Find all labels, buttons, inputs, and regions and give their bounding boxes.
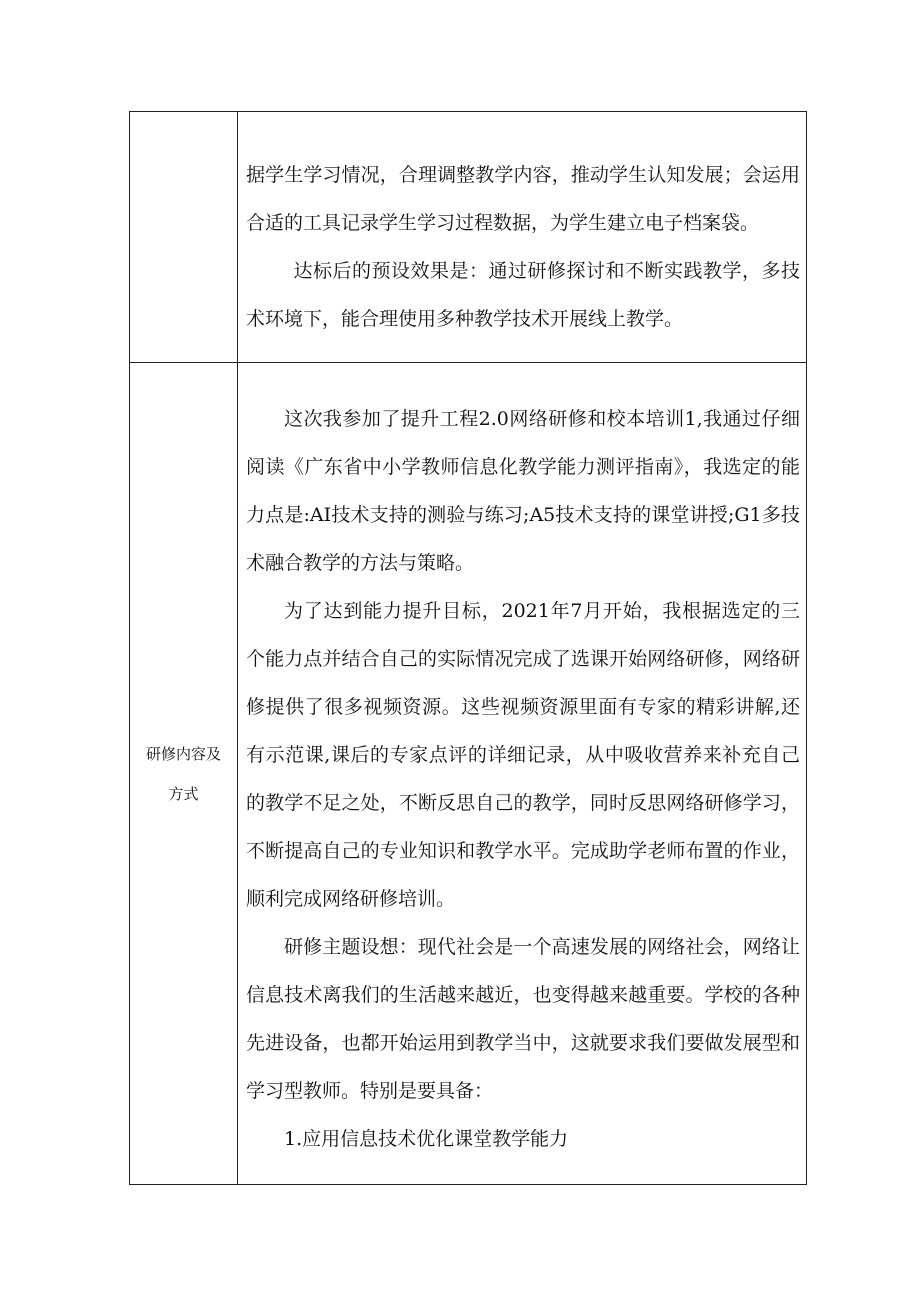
paragraph: 据学生学习情况，合理调整教学内容，推动学生认知发展；会运用合适的工具记录学生学习过程数据，为学生建立电子档案袋。 xyxy=(246,164,800,234)
document-table xyxy=(129,111,807,1185)
table-row xyxy=(130,112,807,363)
paragraph: 研修主题设想：现代社会是一个高速发展的网络社会，网络让信息技术离我们的生活越来越近，也变得越来越重要。学校的各种先进设备，也都开始运用到教学当中，这就要求我们要做发展型和学习型教师。特别是要具备： xyxy=(246,936,800,1102)
paragraph: 达标后的预设效果是：通过研修探讨和不断实践教学，多技术环境下，能合理使用多种教学技术开展线上教学。 xyxy=(246,260,800,330)
row-label-line2: 方式 xyxy=(168,784,199,803)
row-label-cell xyxy=(130,363,238,1185)
row-label-cell xyxy=(130,112,238,363)
paragraph: 为了达到能力提升目标，2021年7月开始，我根据选定的三个能力点并结合自己的实际情况完成了选课开始网络研修，网络研修提供了很多视频资源。这些视频资源里面有专家的精彩讲解,还有示范课,课后的专家点评的详细记录，从中吸收营养来补充自己的教学不足之处，不断反思自己的教学，同时反思网络研修学习，不断提高自己的专业知识和教学水平。完成助学老师布置的作业，顺利完成网络研修培训。 xyxy=(246,600,800,910)
row-content-cell xyxy=(238,112,807,363)
row-content-cell xyxy=(238,363,807,1185)
row-label-line1: 研修内容及 xyxy=(145,744,221,763)
table-row xyxy=(130,363,807,1185)
paragraph: 1.应用信息技术优化课堂教学能力 xyxy=(284,1128,569,1150)
paragraph: 这次我参加了提升工程2.0网络研修和校本培训1,我通过仔细阅读《广东省中小学教师信息化教学能力测评指南》，我选定的能力点是:AI技术支持的测验与练习;A5技术支持的课堂讲授;G1多技术融合教学的方法与策略。 xyxy=(246,408,800,574)
